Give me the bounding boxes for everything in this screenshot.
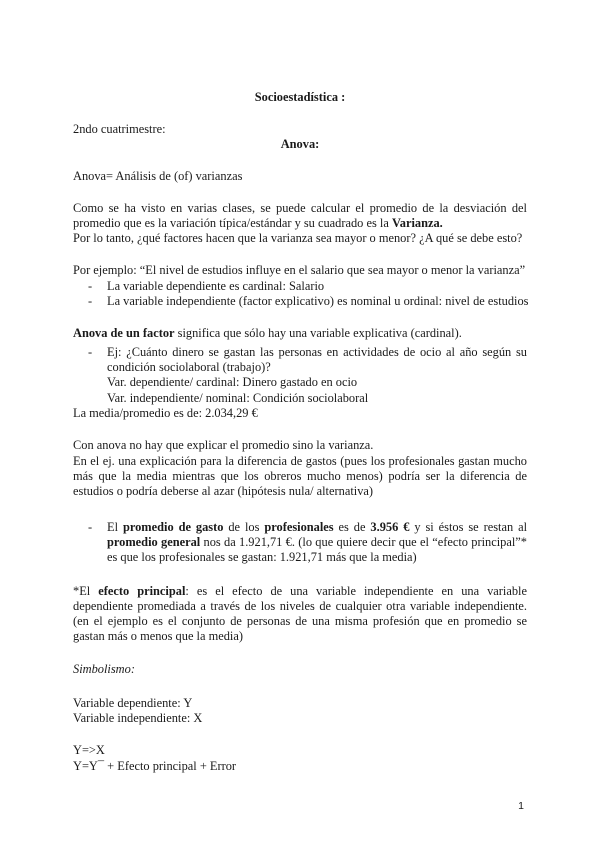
intro-question: Por lo tanto, ¿qué factores hacen que la varianza sea mayor o menor? ¿A qué se debe esto? — [73, 231, 523, 245]
symbol-relation: Y=>X — [73, 743, 105, 757]
explain-paragraph-1: Con anova no hay que explicar el promedio sino la varianza. — [73, 438, 374, 452]
one-factor-definition: Anova de un factor significa que sólo hay una variable explicativa (cardinal). — [73, 326, 462, 340]
symbol-dependent: Variable dependiente: Y — [73, 696, 193, 710]
example-intro: Por ejemplo: “El nivel de estudios influye en el salario que sea mayor o menor la varianza” — [73, 263, 526, 277]
bullet-dash: - — [88, 294, 93, 308]
main-effect-paragraph: *El efecto principal: es el efecto de una variable independiente en una variable dependiente promediada a través de los niveles de cualquier otra variable independiente. (en el ejemplo es el conjunto de personas de una misma profesión que en promedio se gastan más o menos que la media) — [73, 584, 528, 643]
section-heading-anova: Anova: — [280, 137, 320, 151]
semester-label: 2ndo cuatrimestre: — [73, 122, 166, 136]
example-bullet-1: La variable dependiente es cardinal: Salario — [107, 279, 325, 293]
anova-definition: Anova= Análisis de (of) varianzas — [73, 169, 243, 183]
intro-paragraph: Como se ha visto en varias clases, se puede calcular el promedio de la desviación del promedio que es la variación típica/estándar y su cuadrado es la Varianza. — [73, 201, 527, 230]
independent-variable-line: Var. independiente/ nominal: Condición sociolaboral — [107, 391, 369, 405]
spending-bullet: El promedio de gasto de los profesionales es de 3.956 € y si éstos se restan al promedio general nos da 1.921,71 €. (lo que quiere decir que el “efecto principal”* es que los profesionales se gastan: 1.921,71 más que la media) — [107, 520, 528, 564]
bullet-dash: - — [88, 345, 93, 359]
symbolism-heading: Simbolismo: — [73, 662, 135, 676]
example-bullet-2: La variable independiente (factor explicativo) es nominal u ordinal: nivel de estudios — [107, 294, 529, 308]
mean-value-line: La media/promedio es de: 2.034,29 € — [73, 406, 258, 420]
one-factor-example: Ej: ¿Cuánto dinero se gastan las personas en actividades de ocio al año según su condición sociolaboral (trabajo)? — [107, 345, 527, 374]
document-title: Socioestadística : — [254, 90, 346, 104]
bullet-dash: - — [88, 520, 93, 534]
symbol-independent: Variable independiente: X — [73, 711, 203, 725]
dependent-variable-line: Var. dependiente/ cardinal: Dinero gastado en ocio — [107, 375, 358, 389]
explain-paragraph-2: En el ej. una explicación para la diferencia de gastos (pues los profesionales gastan mucho más que la media mientras que los obreros mucho menos) podría ser la diferencia de estudios o podría deberse al azar (hipótesis nula/ alternativa) — [73, 454, 527, 498]
symbol-formula: Y=Y¯ + Efecto principal + Error — [73, 759, 237, 773]
page-number: 1 — [518, 800, 524, 812]
bullet-dash: - — [88, 279, 93, 293]
